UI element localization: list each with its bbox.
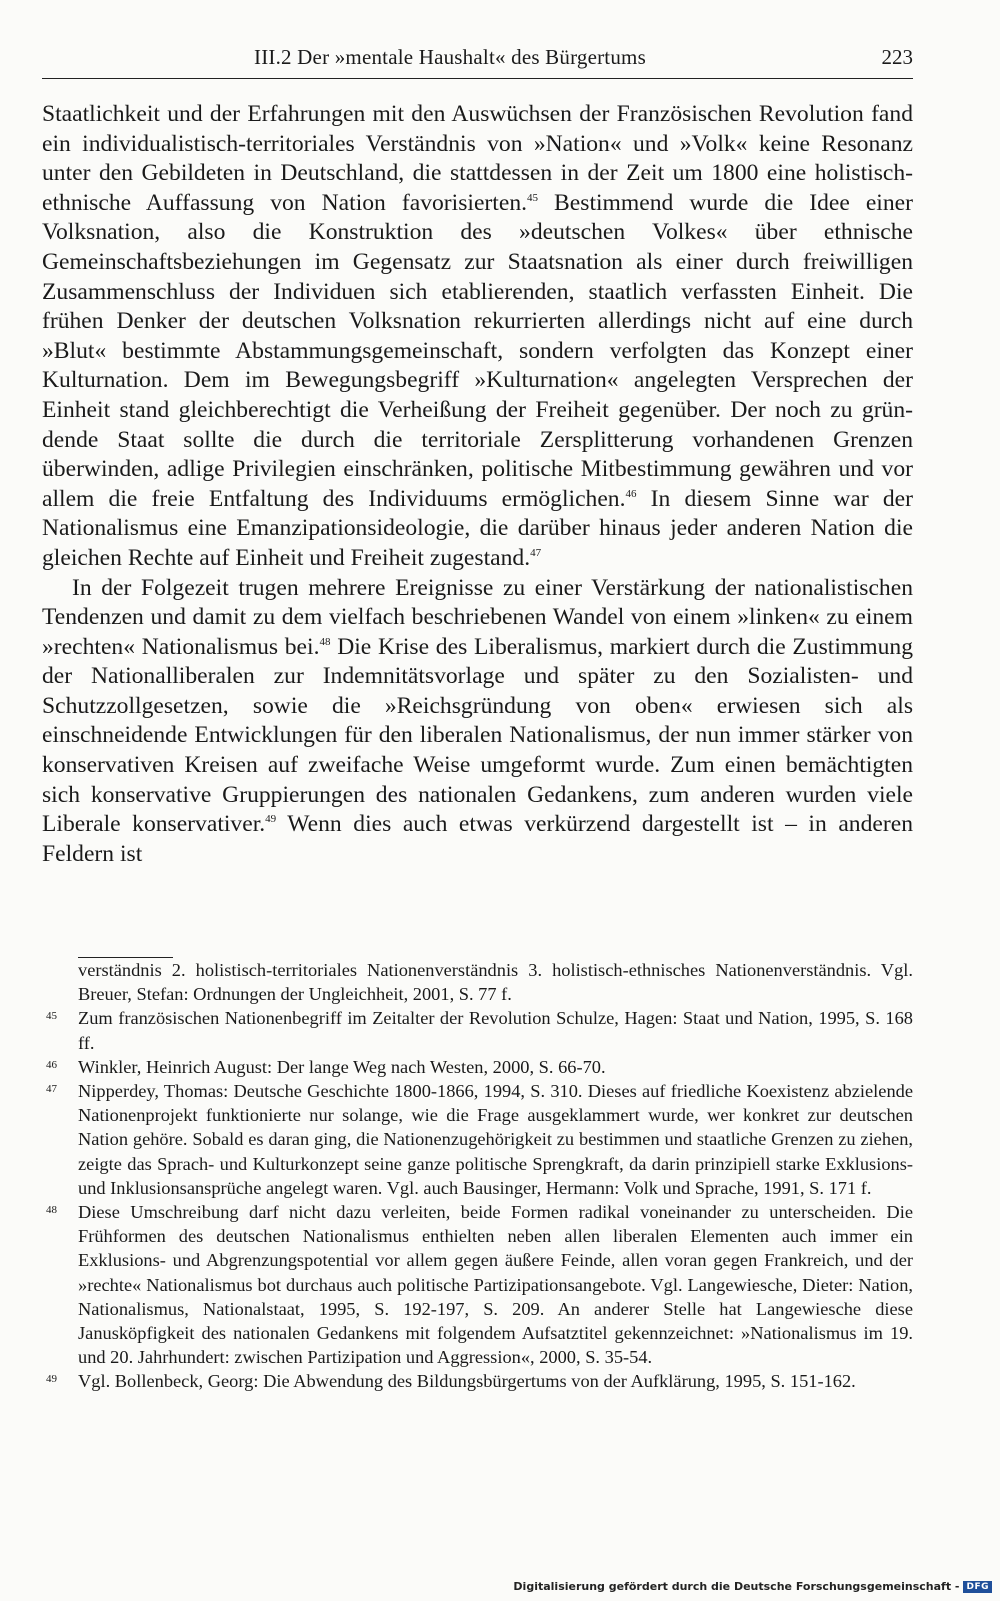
footnote-text: Vgl. Bollenbeck, Georg: Die Abwendung des Bildungsbürgertums von der Aufklärung, 1995, S. 151-162.	[78, 1371, 856, 1392]
footnote-ref-49[interactable]: 49	[265, 813, 277, 826]
footnote-ref-46[interactable]: 46	[625, 487, 637, 500]
footnote-number: 48	[46, 1204, 57, 1217]
page-number: 223	[881, 45, 913, 69]
main-text	[42, 100, 913, 869]
text-run: Staatlichkeit und der Erfahrungen mit den Auswüchsen der Französischen Revolution fand ein individualistisch-territoriales Verständnis von »Nation« und »Volk« keine Resonanz unter den Gebildeten in Deutschland, die stattdessen in der Zeit um 1800 eine holistisch-ethnische Auffassung von Nation favorisierten.	[42, 101, 913, 216]
footnote-46	[42, 1055, 913, 1079]
paragraph-1	[42, 100, 913, 574]
digitization-credit	[513, 1580, 992, 1593]
footnote-number: 47	[46, 1083, 57, 1096]
running-title: III.2 Der »mentale Haushalt« des Bürgertums	[254, 45, 646, 69]
credit-text: Digitalisierung gefördert durch die Deutsche Forschungsgemeinschaft -	[513, 1580, 960, 1593]
text-run: Bestimmend wurde die Idee einer Volksnation, also die Konstruktion des »deutschen Volkes« über ethnische Gemeinschaftsbeziehungen im Gegensatz zur Staatsnation als einer durch freiwilligen Zusammenschluss der Individuen sich etablierenden, staatlich verfassten Einheit. Die frühen Denker der deutschen Volksnation rekurrierten allerdings nicht auf eine durch »Blut« bestimmte Abstammungsgemeinschaft, sondern verfolgten das Konzept einer Kulturnation. Dem im Bewegungsbegriff »Kulturnation« angelegten Versprechen der Einheit stand gleichberechtigt die Verheißung der Freiheit gegenüber. Der noch zu gründende Staat sollte die durch die territoriale Zersplitterung vorhandenen Grenzen überwinden, adlige Privilegien einschränken, politische Mitbestimmung gewähren und vor allem die freie Entfaltung des Individuums ermöglichen.	[42, 189, 913, 512]
footnote-number: 45	[46, 1010, 57, 1023]
footnote-47	[42, 1079, 913, 1200]
footnote-continuation	[42, 958, 913, 1006]
footnote-text: Nipperdey, Thomas: Deutsche Geschichte 1800-1866, 1994, S. 310. Dieses auf friedliche Koexistenz abzielende Nationenprojekt funktionierte nur solange, wie die Frage ausgeklammert wurde, wer konkret zur deutschen Nation gehöre. Sobald es daran ging, die Nationenzugehörigkeit zu bestimmen und staatliche Grenzen zu ziehen, zeigte das Sprach- und Kulturkonzept seine ganze politische Sprengkraft, da darin prinzipiell starke Exklusions- und Inklusionsansprüche angelegt waren. Vgl. auch Bausinger, Hermann: Volk und Sprache, 1991, S. 171 f.	[78, 1081, 913, 1198]
footnote-ref-47[interactable]: 47	[530, 546, 542, 559]
footnotes	[42, 958, 913, 1394]
text-run: In diesem Sinne war der Nationalismus eine Emanzipationsideologie, die darüber hinaus jeder anderen Nation die gleichen Rechte auf Einheit und Freiheit zugestand.	[42, 485, 913, 571]
footnote-ref-48[interactable]: 48	[319, 635, 331, 648]
dfg-logo: DFG	[963, 1581, 992, 1593]
footnote-text: Winkler, Heinrich August: Der lange Weg nach Westen, 2000, S. 66-70.	[78, 1056, 606, 1077]
footnote-number: 49	[46, 1373, 57, 1386]
footnote-ref-45[interactable]: 45	[527, 191, 539, 204]
paragraph-2	[42, 574, 913, 870]
text-run: In der Folgezeit trugen mehrere Ereignisse zu einer Verstärkung der nationalistischen Tendenzen und damit zu dem vielfach beschriebenen Wandel von einem »linken« zu einem »rechten« Nationalismus bei.	[42, 574, 913, 660]
footnote-text: Diese Umschreibung darf nicht dazu verleiten, beide Formen radikal voneinander zu unterscheiden. Die Frühformen des deutschen Nationalismus enthielten neben allen liberalen Elementen auch immer ein Exklusions- und Abgrenzungspotential vor allem gegen äußere Feinde, allen voran gegen Frankreich, und der »rechte« Nationalismus bot durchaus auch politische Partizipationsangebote. Vgl. Langewiesche, Dieter: Nation, Nationalismus, Nationalstaat, 1995, S. 192-197, S. 209. An anderer Stelle hat Langewiesche diese Janusköpfigkeit des nationalen Gedankens mit folgendem Aufsatztitel gekennzeichnet: »Nationalismus im 19. und 20. Jahrhundert: zwischen Partizipation und Aggression«, 2000, S. 35-54.	[78, 1202, 913, 1368]
footnote-text: verständnis 2. holistisch-territoriales Nationenverständnis 3. holistisch-ethnisches Nationenverständnis. Vgl. Breuer, Stefan: Ordnungen der Ungleichheit, 2001, S. 77 f.	[78, 960, 913, 1005]
footnote-49	[42, 1369, 913, 1393]
text-run: Wenn dies auch etwas verkürzend dargestellt ist – in anderen Feldern ist	[42, 811, 914, 867]
footnote-45	[42, 1006, 913, 1054]
footnote-text: Zum französischen Nationenbegriff im Zeitalter der Revolution Schulze, Hagen: Staat und Nation, 1995, S. 168 ff.	[78, 1008, 913, 1053]
running-header	[42, 42, 913, 79]
footnote-number: 46	[46, 1058, 57, 1071]
footnote-48	[42, 1200, 913, 1369]
text-run: Die Krise des Liberalismus, markiert durch die Zustimmung der Nationalliberalen zur Indemnitätsvorlage und später zu den Sozialisten- und Schutzzollgesetzen, sowie die »Reichsgründung von oben« erwiesen sich als einschneidende Entwicklungen für den liberalen Nationalismus, der nun immer stärker von konservativen Kreisen auf zweifache Weise umgeformt wurde. Zum einen bemächtigten sich konservative Gruppierungen des nationalen Gedankens, zum anderen wurden viele Liberale konservativer.	[42, 633, 913, 838]
